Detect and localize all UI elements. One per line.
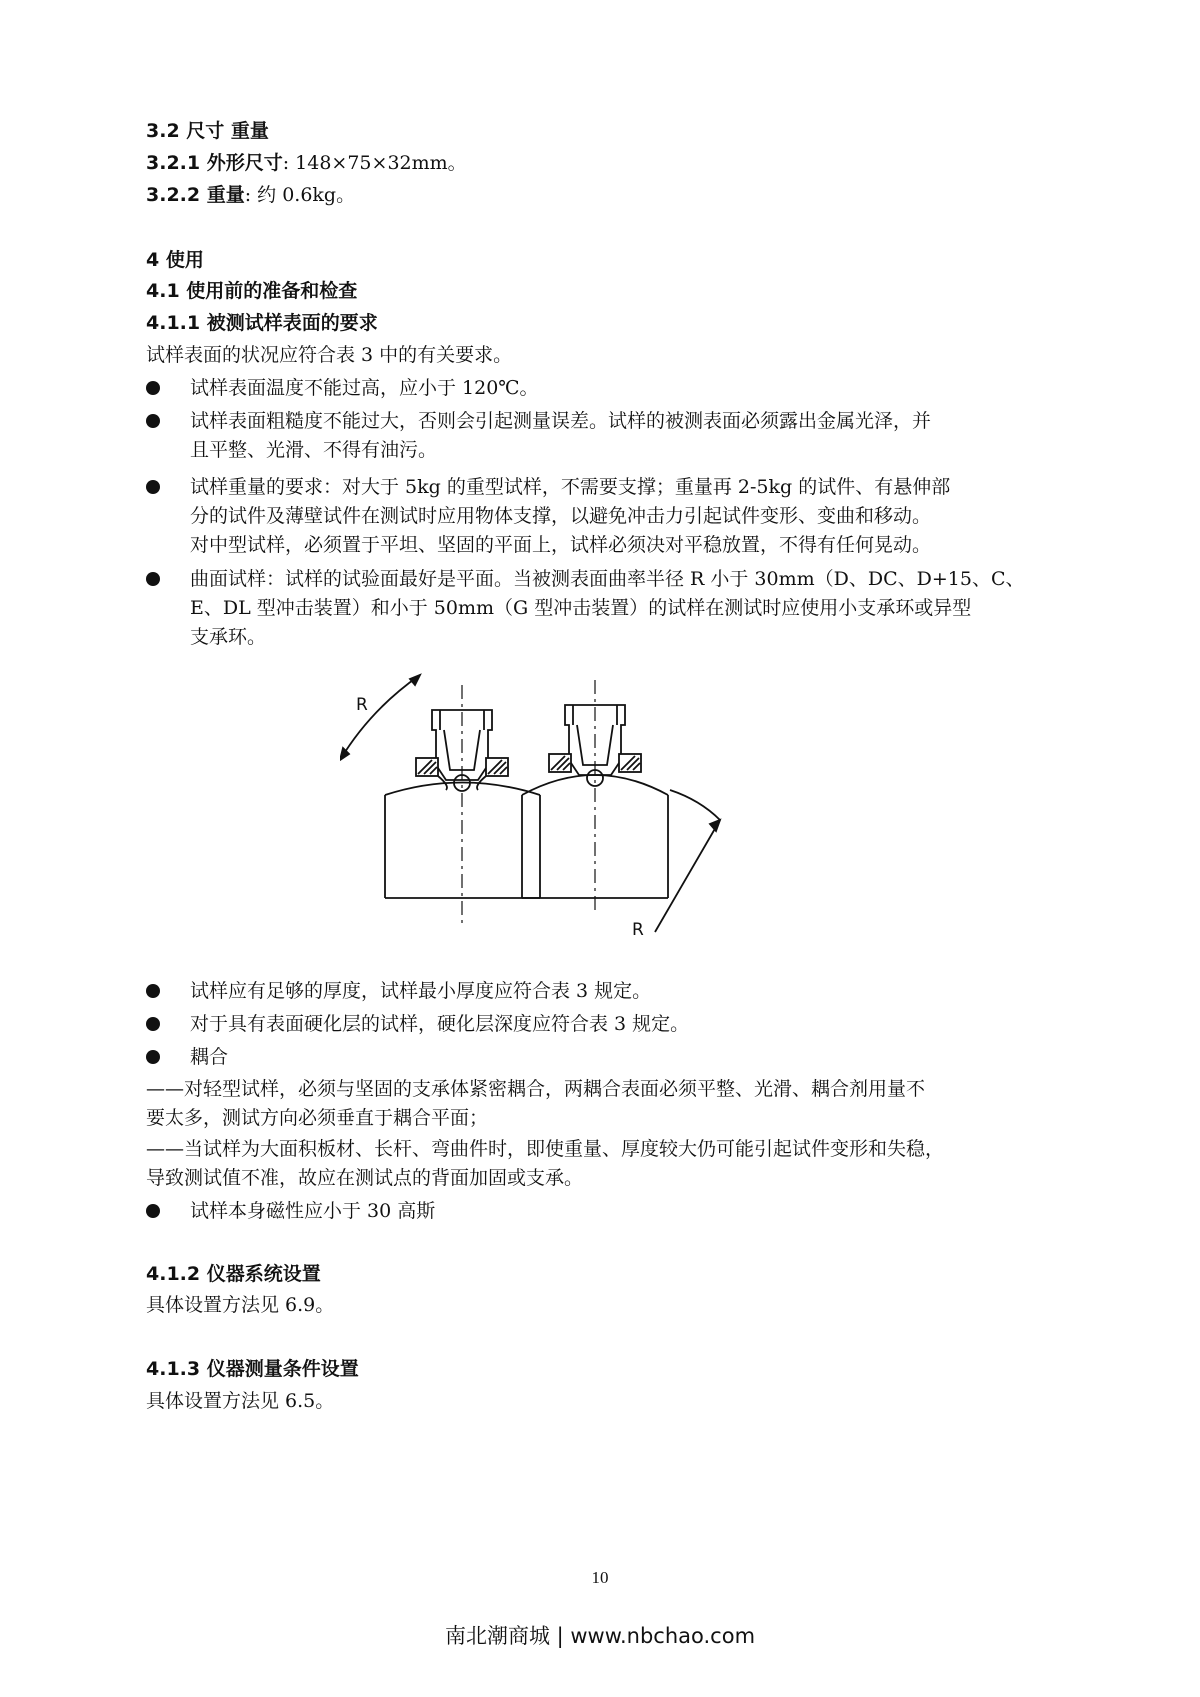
- page-number: 10: [591, 1568, 609, 1587]
- bullet-text: 耦合: [190, 1046, 229, 1068]
- text-4-1-3: 具体设置方法见 6.5。: [146, 1390, 335, 1412]
- bullet-text: 试样表面温度不能过高，应小于 120℃。: [190, 377, 539, 399]
- bullet-text-cont: 且平整、光滑、不得有油污。: [190, 439, 438, 461]
- bullet-text: 试样本身磁性应小于 30 高斯: [190, 1200, 436, 1222]
- bullet-icon: [146, 480, 160, 494]
- dash-paragraph-line: ——对轻型试样，必须与坚固的支承体紧密耦合，两耦合表面必须平整、光滑、耦合剂用量不: [146, 1078, 926, 1100]
- bullet-icon: [146, 414, 160, 428]
- dimension-label: 3.2.1 外形尺寸: [146, 152, 283, 174]
- dash-paragraph-line: 导致测试值不准，故应在测试点的背面加固或支承。: [146, 1167, 584, 1189]
- heading-4-1-3: 4.1.3 仪器测量条件设置: [146, 1358, 359, 1380]
- bullet-text: 试样表面粗糙度不能过大，否则会引起测量误差。试样的被测表面必须露出金属光泽，并: [190, 410, 932, 432]
- dimension-value: : 148×75×32mm。: [282, 152, 467, 174]
- bullet-icon: [146, 381, 160, 395]
- bullet-icon: [146, 572, 160, 586]
- bullet-text: 试样重量的要求：对大于 5kg 的重型试样，不需要支撑；重量再 2-5kg 的试件、有悬伸部: [190, 476, 951, 498]
- dimension-line: [146, 149, 467, 177]
- bullet-text-cont: 对中型试样，必须置于平坦、坚固的平面上，试样必须决对平稳放置，不得有任何晃动。: [190, 534, 932, 556]
- bullet-text-cont: E、DL 型冲击装置）和小于 50mm（G 型冲击装置）的试样在测试时应使用小支承环或异型: [190, 597, 972, 619]
- bullet-icon: [146, 984, 160, 998]
- weight-value: : 约 0.6kg。: [244, 184, 356, 206]
- curved-specimen-figure: [340, 670, 800, 950]
- bullet-text-cont: 支承环。: [190, 626, 267, 648]
- convex-specimen-drawing: [522, 680, 720, 932]
- radius-label-left: R: [356, 695, 368, 715]
- dash-paragraph-line: 要太多，测试方向必须垂直于耦合平面；: [146, 1107, 489, 1129]
- dash-paragraph-line: ——当试样为大面积板材、长杆、弯曲件时，即使重量、厚度较大仍可能引起试件变形和失稳，: [146, 1138, 945, 1160]
- bullet-icon: [146, 1050, 160, 1064]
- bullet-text: 对于具有表面硬化层的试样，硬化层深度应符合表 3 规定。: [190, 1013, 690, 1035]
- weight-line: [146, 181, 355, 209]
- heading-4-1: 4.1 使用前的准备和检查: [146, 280, 358, 302]
- bullet-text-cont: 分的试件及薄壁试件在测试时应用物体支撑，以避免冲击力引起试件变形、变曲和移动。: [190, 505, 932, 527]
- heading-4-1-1: 4.1.1 被测试样表面的要求: [146, 312, 378, 334]
- bullet-icon: [146, 1204, 160, 1218]
- bullet-icon: [146, 1017, 160, 1031]
- radius-label-right: R: [632, 920, 644, 940]
- bullet-text: 试样应有足够的厚度，试样最小厚度应符合表 3 规定。: [190, 980, 652, 1002]
- concave-specimen-drawing: [340, 675, 566, 928]
- text-4-1-2: 具体设置方法见 6.9。: [146, 1294, 335, 1316]
- heading-4: 4 使用: [146, 249, 204, 271]
- heading-4-1-2: 4.1.2 仪器系统设置: [146, 1263, 321, 1285]
- intro-text: 试样表面的状况应符合表 3 中的有关要求。: [146, 344, 513, 366]
- bullet-text: 曲面试样：试样的试验面最好是平面。当被测表面曲率半径 R 小于 30mm（D、DC、D+15、C、: [190, 568, 1025, 590]
- footer-watermark[interactable]: 南北潮商城 | www.nbchao.com: [444, 1624, 756, 1648]
- weight-label: 3.2.2 重量: [146, 184, 245, 206]
- heading-3-2: 3.2 尺寸 重量: [146, 120, 269, 142]
